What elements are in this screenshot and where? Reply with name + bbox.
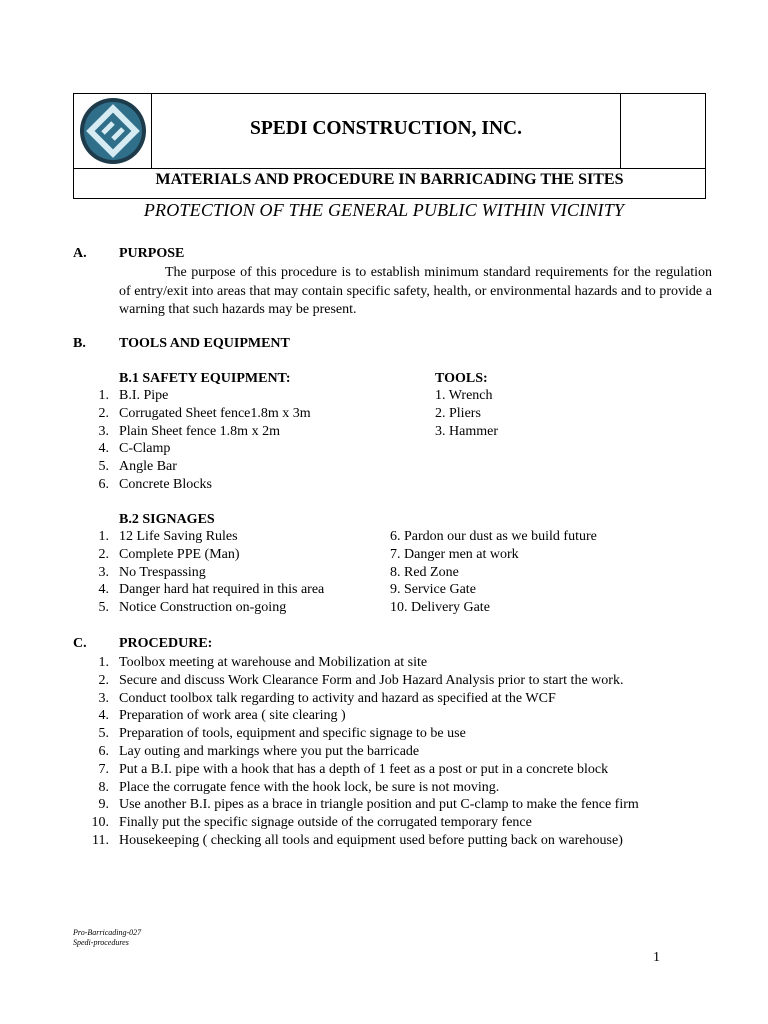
section-a-letter: A. <box>73 246 87 261</box>
document-title: MATERIALS AND PROCEDURE IN BARRICADING THE SITES <box>155 171 624 188</box>
header-box <box>73 93 706 199</box>
tools-list <box>435 387 498 440</box>
document-subtitle: PROTECTION OF THE GENERAL PUBLIC WITHIN VICINITY <box>143 200 625 220</box>
header-blank-cell <box>620 94 705 169</box>
list-item: 3. Hammer <box>435 423 498 439</box>
b1-heading: B.1 SAFETY EQUIPMENT: <box>119 371 291 386</box>
section-b-heading: TOOLS AND EQUIPMENT <box>119 336 290 351</box>
list-item: 2. Pliers <box>435 405 481 421</box>
signages-list-right <box>390 528 597 617</box>
section-c-letter: C. <box>73 636 87 651</box>
tools-heading: TOOLS: <box>435 371 488 386</box>
footer-code: Pro-Barricading-027 <box>73 928 142 937</box>
list-item: 6. Pardon our dust as we build future <box>390 529 597 544</box>
company-name: SPEDI CONSTRUCTION, INC. <box>250 118 522 139</box>
list-item: 10. Delivery Gate <box>390 600 490 616</box>
list-item: 8. Red Zone <box>390 564 459 580</box>
list-item: 9. Service Gate <box>390 582 476 598</box>
section-a-heading: PURPOSE <box>119 246 185 261</box>
page-number: 1 <box>653 950 660 965</box>
section-c-heading: PROCEDURE: <box>119 636 213 651</box>
footer-label: Spedi-procedures <box>73 938 129 947</box>
header-divider <box>74 168 705 169</box>
list-item: 1. Wrench <box>435 388 493 403</box>
spedi-logo-icon <box>79 97 147 165</box>
logo-cell <box>74 94 152 169</box>
b2-heading: B.2 SIGNAGES <box>119 512 215 527</box>
section-b-letter: B. <box>73 336 86 351</box>
purpose-paragraph: The purpose of this procedure is to establish minimum standard requirements for the regulation of entry/exit into areas that may contain specific safety, health, or environmental hazards and to provide a warning that such hazards may be present. <box>119 265 712 317</box>
list-item: 7. Danger men at work <box>390 546 519 562</box>
